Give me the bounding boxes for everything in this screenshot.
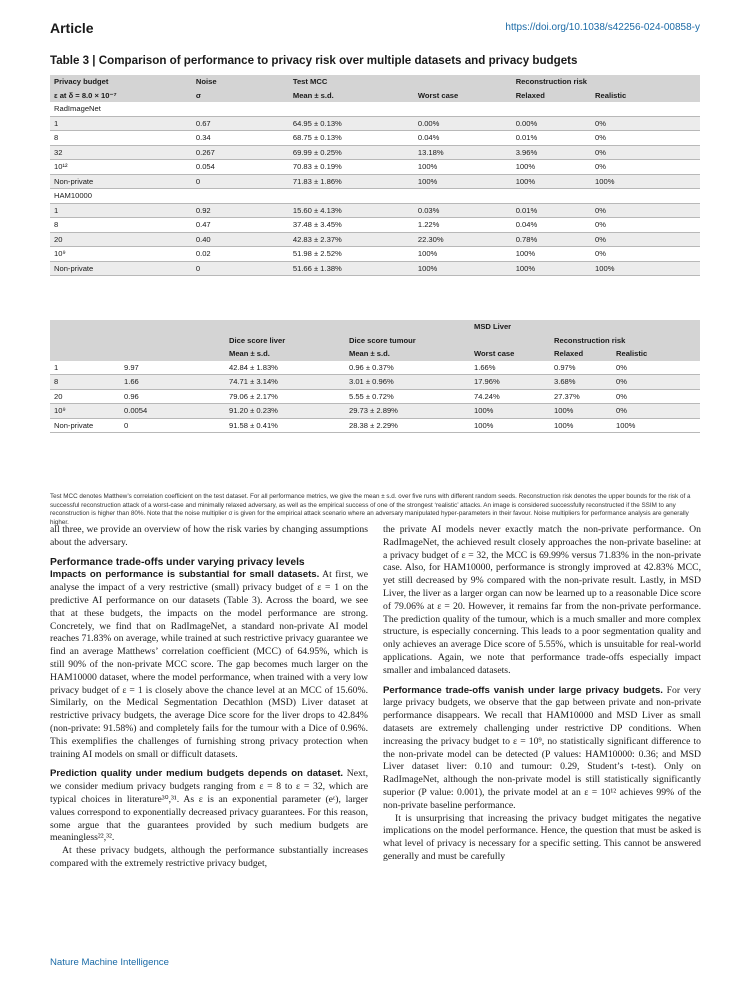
table-cell: 91.58 ± 0.41% xyxy=(225,418,345,433)
text-column-left xyxy=(50,524,368,871)
table-cell: 0% xyxy=(612,361,700,375)
paragraph-lead: Impacts on performance is substantial for small datasets. xyxy=(50,569,320,581)
table-cell: 71.83 ± 1.86% xyxy=(289,174,414,189)
header-cell xyxy=(591,75,700,89)
table-cell: 1.22% xyxy=(414,218,512,233)
header-cell: Mean ± s.d. xyxy=(289,89,414,103)
table-cell: 0.67 xyxy=(192,116,289,131)
table-cell: 0.04% xyxy=(512,218,591,233)
table-cell: 22.30% xyxy=(414,232,512,247)
table-cell: 0 xyxy=(192,261,289,276)
table-cell: 0.01% xyxy=(512,131,591,146)
table-cell: 74.71 ± 3.14% xyxy=(225,375,345,390)
header-cell: σ xyxy=(192,89,289,103)
table-cell: 0.97% xyxy=(550,361,612,375)
table-cell: 79.06 ± 2.17% xyxy=(225,389,345,404)
table-cell: 100% xyxy=(550,418,612,433)
header-row xyxy=(50,347,700,361)
table-row xyxy=(50,218,700,233)
group-label: RadImageNet xyxy=(50,102,700,116)
table-cell: 5.55 ± 0.72% xyxy=(345,389,470,404)
table-cell: 51.98 ± 2.52% xyxy=(289,247,414,262)
table-cell: 0.267 xyxy=(192,145,289,160)
table-row xyxy=(50,116,700,131)
table-cell: 100% xyxy=(470,418,550,433)
table-cell: 74.24% xyxy=(470,389,550,404)
paragraph-continuation: At these privacy budgets, although the performance substantially increases compared with the extremely restrictive privacy budget, xyxy=(50,845,368,869)
table-row xyxy=(50,418,700,433)
table-cell: 100% xyxy=(512,160,591,175)
table-cell: 37.48 ± 3.45% xyxy=(289,218,414,233)
header-cell: Test MCC xyxy=(289,75,414,89)
header-cell: Dice score liver xyxy=(225,334,345,348)
table-cell: 29.73 ± 2.89% xyxy=(345,404,470,419)
page-header xyxy=(50,20,700,40)
header-cell: Worst case xyxy=(470,347,550,361)
table-cell: 10⁹ xyxy=(50,247,192,262)
table-row xyxy=(50,247,700,262)
header-cell: Dice score tumour xyxy=(345,334,470,348)
table-cell: 0.03% xyxy=(414,203,512,218)
header-cell: Worst case xyxy=(414,89,512,103)
table-cell: 0.00% xyxy=(414,116,512,131)
table-cell: Non-private xyxy=(50,418,120,433)
table-cell: 1.66 xyxy=(120,375,225,390)
table-cell: 0.96 xyxy=(120,389,225,404)
table-cell: 0% xyxy=(612,404,700,419)
table-cell: 20 xyxy=(50,232,192,247)
table-row xyxy=(50,232,700,247)
header-cell xyxy=(414,75,512,89)
header-row xyxy=(50,334,700,348)
table-cell: 3.96% xyxy=(512,145,591,160)
paragraph-body: Next, we consider medium privacy budgets ranging from ε = 8 to ε = 32, which are typical choices in literature³⁰,³¹. As ε is an exponential parameter (eᵋ), larger values correspond to exponentially decreased privacy guarantees. For this reason, some argue that the guarantees provided by such medium budgets are meaningless²²,³². xyxy=(50,768,369,844)
table-cell: 0 xyxy=(120,418,225,433)
header-row xyxy=(50,75,700,89)
table-cell: 0% xyxy=(591,247,700,262)
table-cell: Non-private xyxy=(50,174,192,189)
table-cell: 0% xyxy=(591,160,700,175)
header-cell: Relaxed xyxy=(512,89,591,103)
table-cell: 100% xyxy=(512,174,591,189)
table-cell: 1.66% xyxy=(470,361,550,375)
doi-link[interactable]: https://doi.org/10.1038/s42256-024-00858-y xyxy=(505,22,700,33)
table-caption: Table 3 | Comparison of performance to privacy risk over multiple datasets and privacy budgets xyxy=(50,54,578,67)
paragraph-body: At first, we analyse the impact of a very restrictive (small) privacy budget of ε = 1 on the predictive AI performance on our datasets (Table 3). Across the board, we see that at these budgets, the impacts on the model performance are strong. Concretely, we find that on RadImageNet, a standard non-private AI model reaches 71.83% on average, while trained at such restrictive privacy guarantee we find an average Matthews’ correlation coefficient (MCC) of 64.95%, which is still 90% of the non-private MCC score. The gap becomes much larger on the HAM10000 dataset, where the model performance, when trained with a very low privacy budget of ε = 1 is closely above the chance level at an MCC of 15.60%. Similarly, on the Medical Segmentation Decathlon (MSD) Liver dataset at restrictive privacy budgets, the average Dice score for the liver drops to 42.84% (non-private: 91.58%) and completely fails for the tumour with a Dice of 0.96%. This exemplifies the challenges of furnishing strong privacy protection when training AI models on small or difficult datasets. xyxy=(50,569,369,760)
table-cell: 100% xyxy=(414,247,512,262)
table-cell: 100% xyxy=(414,261,512,276)
table-cell: 10⁹ xyxy=(50,404,120,419)
table-row xyxy=(50,404,700,419)
table-cell: 0.054 xyxy=(192,160,289,175)
header-cell: ε at δ = 8.0 × 10⁻⁷ xyxy=(50,89,192,103)
table-row xyxy=(50,131,700,146)
table-cell: 0.78% xyxy=(512,232,591,247)
table-cell: 100% xyxy=(414,174,512,189)
table-footnote: Test MCC denotes Matthew’s correlation coefficient on the test dataset. For all performance metrics, we give the mean ± s.d. over five runs with different random seeds. Reconstruction risk denotes the upper bounds for the risk of a successful reconstruction attack of a worst-case and minimally relaxed adversary, as well as the empirical success of one of the strongest ‘realistic’ attacks. An image is considered successfully reconstructed if the SSIM to any reconstruction is higher than 80%. Note that the noise multiplier σ is given for the empirical attack scenario where an adversary manipulated hyper-parameters in their favour. Noise multipliers for performance analysis are generally higher. xyxy=(50,493,691,526)
results-table-segmentation xyxy=(50,320,700,433)
table-cell: 0.01% xyxy=(512,203,591,218)
header-cell: Mean ± s.d. xyxy=(345,347,470,361)
table-cell: 3.68% xyxy=(550,375,612,390)
table-cell: 100% xyxy=(414,160,512,175)
table-cell: 69.99 ± 0.25% xyxy=(289,145,414,160)
table-cell: 15.60 ± 4.13% xyxy=(289,203,414,218)
table-row xyxy=(50,160,700,175)
table-cell: 0.96 ± 0.37% xyxy=(345,361,470,375)
table-cell: 1 xyxy=(50,203,192,218)
text-column-right xyxy=(383,524,701,864)
paragraph-large-budgets xyxy=(383,685,701,813)
table-cell: 1 xyxy=(50,361,120,375)
table-cell: 100% xyxy=(470,404,550,419)
table-cell: 10¹² xyxy=(50,160,192,175)
table-row xyxy=(50,361,700,375)
header-cell xyxy=(470,334,550,348)
table-cell: 0% xyxy=(591,145,700,160)
group-label: HAM10000 xyxy=(50,189,700,204)
paragraph-small-datasets xyxy=(50,569,368,761)
header-cell xyxy=(50,334,225,348)
table-cell: 0.92 xyxy=(192,203,289,218)
table-row xyxy=(50,261,700,276)
table-cell: 17.96% xyxy=(470,375,550,390)
group-label: MSD Liver xyxy=(470,320,700,334)
group-label-row xyxy=(50,189,700,204)
section-heading: Performance trade-offs under varying privacy levels xyxy=(50,556,305,568)
group-label-row xyxy=(50,102,700,116)
header-cell: Privacy budget xyxy=(50,75,192,89)
table-cell: 0.0054 xyxy=(120,404,225,419)
paragraph-lead: Performance trade-offs vanish under large privacy budgets. xyxy=(383,684,663,696)
header-cell: Reconstruction risk xyxy=(550,334,700,348)
table-cell: 9.97 xyxy=(120,361,225,375)
paragraph-medium-budgets xyxy=(50,768,368,845)
header-cell: Noise xyxy=(192,75,289,89)
header-cell: Reconstruction risk xyxy=(512,75,591,89)
table-cell: 70.83 ± 0.19% xyxy=(289,160,414,175)
table-cell: 64.95 ± 0.13% xyxy=(289,116,414,131)
table-cell: 100% xyxy=(612,418,700,433)
header-cell: Relaxed xyxy=(550,347,612,361)
table-cell: 0% xyxy=(591,203,700,218)
table-row xyxy=(50,145,700,160)
header-row xyxy=(50,89,700,103)
table-cell: 0% xyxy=(612,389,700,404)
table-cell: 0% xyxy=(591,131,700,146)
table-cell: 0% xyxy=(612,375,700,390)
table-cell: 42.84 ± 1.83% xyxy=(225,361,345,375)
table-cell: 0.02 xyxy=(192,247,289,262)
header-cell: Mean ± s.d. xyxy=(225,347,345,361)
table-cell: 28.38 ± 2.29% xyxy=(345,418,470,433)
table-cell: 0.47 xyxy=(192,218,289,233)
table-cell: 51.66 ± 1.38% xyxy=(289,261,414,276)
table-row xyxy=(50,389,700,404)
table-cell: 13.18% xyxy=(414,145,512,160)
table-cell: 8 xyxy=(50,131,192,146)
header-cell: Realistic xyxy=(612,347,700,361)
table-cell: 100% xyxy=(512,247,591,262)
paragraph-intro: all three, we provide an overview of how the risk varies by changing assumptions about the adversary. xyxy=(50,524,368,548)
table-cell: 27.37% xyxy=(550,389,612,404)
paragraph-private-models: the private AI models never exactly match the non-private performance. On RadImageNet, the achieved result closely approaches the non-private baseline: at a privacy budget of ε = 32, the MCC is 69.99% versus 71.83% in the non-private case. Also, for HAM10000, performance is strongly improved at 42.83% MCC, yet still decreased by 9% compared with the non-private result. Lastly, in MSD Liver, the liver as a larger organ can now be learned up to a reasonable Dice score of 79.06% at ε = 20. However, it remains far from the non-private performance. The prediction quality of the tumour, which is a much smaller and more complex structure, is especially concerning. This leads to a poor segmentation quality and only achieves an average Dice score of 5.55%, which is unsuitable for real-world applications. Again, we note that performance trade-offs especially impact smaller and imbalanced datasets. xyxy=(383,524,701,676)
table-row xyxy=(50,203,700,218)
table-cell: 0% xyxy=(591,232,700,247)
table-cell: 91.20 ± 0.23% xyxy=(225,404,345,419)
paragraph-lead: Prediction quality under medium budgets depends on dataset. xyxy=(50,768,344,780)
table-cell: 68.75 ± 0.13% xyxy=(289,131,414,146)
paragraph-body: For very large privacy budgets, we observe that the gap between private and non-private performance disappears. We recall that HAM10000 and MSD Liver as small datasets are extremely challenging under restrictive DP conditions. When increasing the privacy budget to ε = 10⁹, no statistically significant difference to the non-private model can be detected (P values: HAM10000: 0.36; and MSD Liver dataset liver: 0.10 and tumour: 0.29, Student’s t-test). Only on RadImageNet, although the non-private model is still statistically significantly superior (P value: 0.001), the private model at an ε = 10¹² achieves 99% of the non-private baseline performance. xyxy=(383,684,702,811)
table-cell: 0.04% xyxy=(414,131,512,146)
table-cell: Non-private xyxy=(50,261,192,276)
table-cell: 8 xyxy=(50,218,192,233)
table-cell: 20 xyxy=(50,389,120,404)
table-row xyxy=(50,375,700,390)
paragraph-conclusion: It is unsurprising that increasing the privacy budget mitigates the negative implications on the model performance. Hence, the question that must be asked is what level of privacy is necessary for a specific setting. This cannot be answered generally and must be carefully xyxy=(383,812,701,862)
table-cell: 0.00% xyxy=(512,116,591,131)
table-cell: 100% xyxy=(550,404,612,419)
table-cell: 3.01 ± 0.96% xyxy=(345,375,470,390)
header-row xyxy=(50,320,700,334)
table-cell: 0.34 xyxy=(192,131,289,146)
table-cell: 42.83 ± 2.37% xyxy=(289,232,414,247)
table-cell: 0 xyxy=(192,174,289,189)
table-cell: 32 xyxy=(50,145,192,160)
table-row xyxy=(50,174,700,189)
table-cell: 100% xyxy=(591,174,700,189)
table-cell: 8 xyxy=(50,375,120,390)
table-cell: 100% xyxy=(512,261,591,276)
header-cell: Realistic xyxy=(591,89,700,103)
table-cell: 1 xyxy=(50,116,192,131)
table-cell: 0% xyxy=(591,116,700,131)
table-cell: 0.40 xyxy=(192,232,289,247)
journal-name: Nature Machine Intelligence xyxy=(50,957,169,968)
section-label: Article xyxy=(50,20,94,36)
results-table-classification xyxy=(50,75,700,276)
table-cell: 100% xyxy=(591,261,700,276)
table-cell: 0% xyxy=(591,218,700,233)
header-cell xyxy=(50,320,470,334)
header-cell xyxy=(50,347,225,361)
